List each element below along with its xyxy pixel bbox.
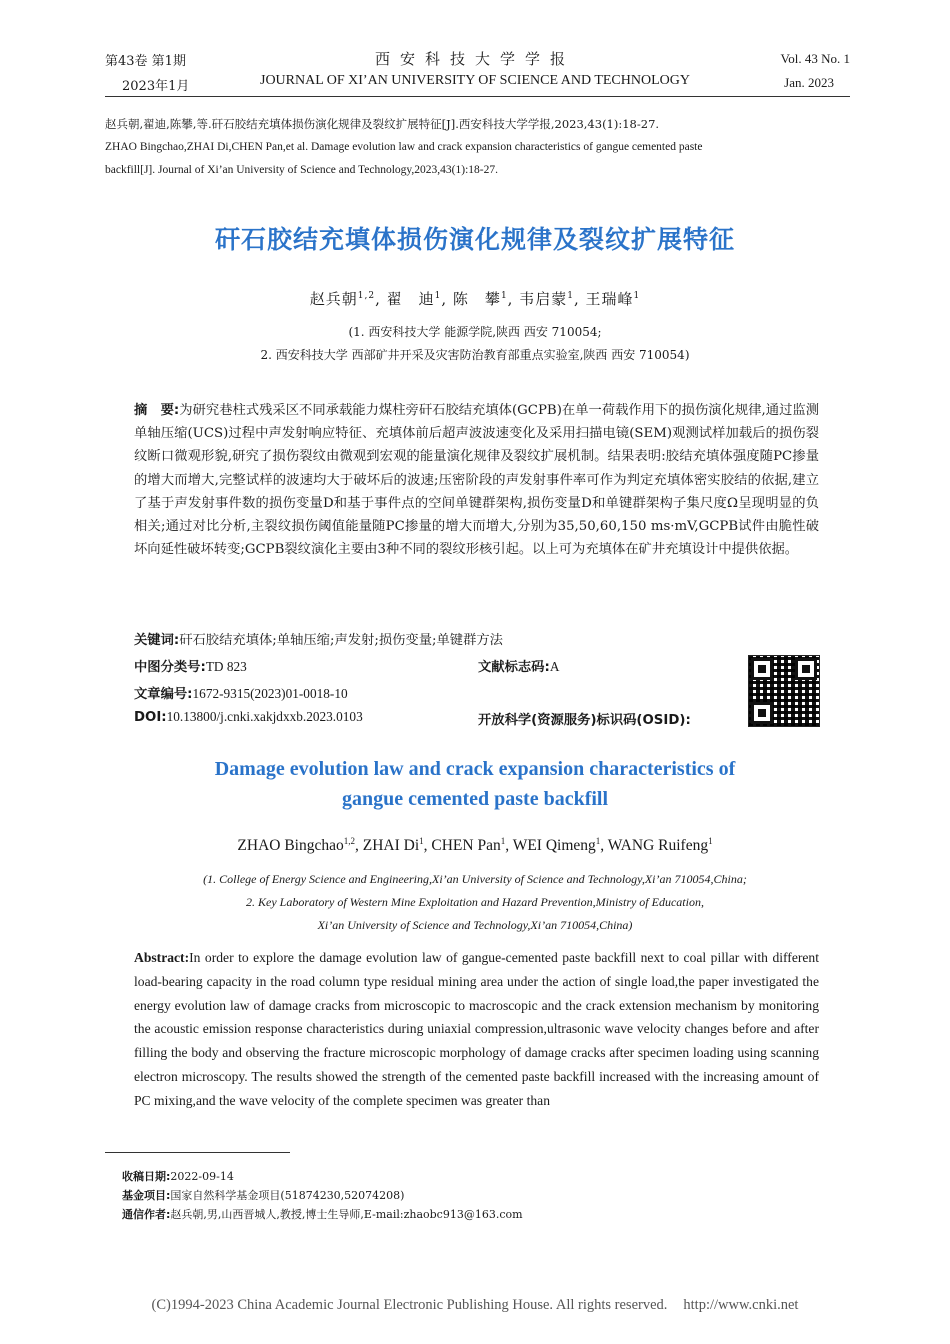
citation-block: [105, 113, 850, 182]
abstract-cn-text: 为研究巷柱式残采区不同承载能力煤柱旁矸石胶结充填体(GCPB)在单一荷载作用下的损伤演化规律,通过监测单轴压缩(UCS)过程中声发射响应特征、充填体前后超声波波速变化及采用扫描电镜(SEM)观测试样加载后的损伤裂纹断口微观形貌,研究了损伤裂纹由微观到宏观的能量演化规律及裂纹扩展机制。结果表明:胶结充填体强度随PC掺量的增大而增大,完整试样的波速均大于破坏后的波速;压密阶段的声发射事件率可作为判定充填体密实胶结的依据,建立了基于声发射事件数的损伤变量D和基于事件点的空间单键群架构,损伤变量D和单键群架构子集尺度Ω呈现明显的负相关;通过对比分析,主裂纹损伤阈值能量随PC掺量的增大而增大,分别为35,50,60,150 ms·mV,GCPB试件由脆性破坏向延性破坏转变;GCPB裂纹演化主要由3种不同的裂纹形核引起。以上可为充填体在矿井充填设计中提供依据。: [134, 403, 819, 558]
affiliation-cn-2: 2. 西安科技大学 西部矿井开采及灾害防治教育部重点实验室,陕西 西安 710054): [260, 348, 690, 362]
fund-value: 国家自然科学基金项目(51874230,52074208): [170, 1189, 405, 1202]
doi-label: DOI:: [134, 710, 167, 725]
authors-en: ZHAO Bingchao$^{1,2}$, ZHAI Di$^1$, CHEN Pan$^1$, WEI Qimeng$^1$, WANG Ruifeng$^1$: [237, 836, 713, 855]
author-sup: 1,2: [343, 836, 355, 846]
title-cn: 矸石胶结充填体损伤演化规律及裂纹扩展特征: [214, 225, 735, 254]
author-en: CHEN Pan: [431, 837, 501, 855]
author-cn: 赵兵朝: [309, 290, 358, 308]
citation-en-line1: ZHAO Bingchao,ZHAI Di,CHEN Pan,et al. Damage evolution law and crack expansion characteristics of gangue cemented paste: [105, 141, 703, 153]
footnote-rule: [105, 1152, 290, 1153]
abstract-cn: [134, 399, 819, 561]
doi-value[interactable]: 10.13800/j.cnki.xakjdxxb.2023.0103: [166, 709, 363, 724]
qr-finder: [751, 702, 773, 724]
cnki-link[interactable]: http://www.cnki.net: [683, 1297, 799, 1313]
author-cn: 韦启蒙: [519, 290, 568, 308]
affiliation-en-1: (1. College of Energy Science and Engineering,Xi’an University of Science and Technology,Xi’an 710054,China;: [203, 872, 747, 886]
keywords-cn: [134, 629, 819, 648]
title-en-line2: gangue cemented paste backfill: [341, 788, 609, 810]
author-sup: 1: [708, 836, 713, 846]
corresponding-value: 赵兵朝,男,山西晋城人,教授,博士生导师,E-mail:zhaobc913@163.com: [170, 1208, 523, 1221]
author-en: WANG Ruifeng: [607, 837, 709, 855]
issue-volume-cn: 第43卷 第1期: [105, 54, 186, 69]
received-value: 2022-09-14: [170, 1170, 234, 1183]
title-en: [0, 754, 950, 814]
citation-en-line2: backfill[J]. Journal of Xi’an University of Science and Technology,2023,43(1):18-27.: [105, 164, 498, 176]
footnote-author: [122, 1205, 523, 1225]
copyright-text: (C)1994-2023 China Academic Journal Electronic Publishing House. All rights reserved.: [151, 1297, 668, 1313]
fund-label: 基金项目:: [122, 1189, 171, 1202]
issue-date-en: Jan. 2023: [784, 75, 834, 90]
header-rule: [105, 96, 850, 97]
footnote-received: [122, 1167, 234, 1187]
abstract-en: [134, 946, 819, 1113]
abstract-cn-label: 摘 要:: [134, 403, 180, 418]
author-sup: 1: [419, 836, 424, 846]
author-cn: 王瑞峰: [585, 290, 634, 308]
title-en-line1: Damage evolution law and crack expansion characteristics of: [214, 758, 736, 780]
clc-value: TD 823: [205, 659, 247, 674]
corresponding-label: 通信作者:: [122, 1208, 171, 1221]
qr-finder: [795, 658, 817, 680]
citation-cn: 赵兵朝,翟迪,陈攀,等.矸石胶结充填体损伤演化规律及裂纹扩展特征[J].西安科技大学学报,2023,43(1):18-27.: [105, 117, 660, 131]
author-en: WEI Qimeng: [512, 837, 596, 855]
footnote-fund: [122, 1186, 404, 1206]
qr-code-icon[interactable]: [748, 655, 820, 727]
article-number: [134, 683, 348, 702]
article-no-value: 1672-9315(2023)01-0018-10: [192, 686, 348, 701]
author-cn: 翟 迪: [386, 290, 435, 308]
author-sup: 1: [500, 836, 506, 846]
author-sup: 1: [567, 291, 574, 301]
author-sup: 1,2: [357, 291, 376, 301]
affiliations-en: [0, 868, 950, 937]
clc-number: [134, 656, 247, 675]
author-sup: 1: [633, 291, 641, 301]
affiliation-cn-1: (1. 西安科技大学 能源学院,陕西 西安 710054;: [348, 325, 602, 339]
doc-code-value: A: [549, 659, 560, 674]
author-sup: 1: [500, 291, 508, 301]
doi: [134, 709, 363, 725]
doc-code: [478, 656, 559, 675]
article-no-label: 文章编号:: [134, 687, 193, 702]
abstract-en-label: Abstract:: [134, 950, 190, 965]
doc-code-label: 文献标志码:: [478, 660, 550, 675]
page-footer: [0, 1297, 950, 1314]
author-sup: 1: [434, 291, 442, 301]
journal-name-cn: 西安科技大学学报: [374, 50, 575, 68]
affiliation-en-2: 2. Key Laboratory of Western Mine Exploitation and Hazard Prevention,Ministry of Education,: [246, 895, 704, 909]
author-en: ZHAI Di: [362, 837, 420, 855]
received-label: 收稿日期:: [122, 1170, 171, 1183]
issue-volume-en: Vol. 43 No. 1: [780, 51, 850, 66]
author-en: ZHAO Bingchao: [237, 837, 344, 855]
qr-finder: [751, 658, 773, 680]
issue-date-cn: 2023年1月: [122, 79, 190, 94]
author-cn: 陈 攀: [452, 290, 501, 308]
abstract-en-text: In order to explore the damage evolution law of gangue-cemented paste backfill next to coal pillar with different load-bearing capacity in the road column type residual mining area under the action of single load,the paper investigated the energy evolution law of damage cracks from microscopic to macroscopic and the crack extension mechanism by monitoring the acoustic emission response characteristics during uniaxial compression,ultrasonic wave velocity changes before and after filling the body and observing the fracture microscopic morphology of damage cracks after specimen loading using scanning electron microscopy. The results showed the strength of the cemented paste backfill increased with the increasing amount of PC mixing,and the wave velocity of the complete specimen was greater than: [134, 950, 819, 1108]
clc-label: 中图分类号:: [134, 660, 206, 675]
affiliation-en-3: Xi’an University of Science and Technology,Xi’an 710054,China): [317, 918, 633, 932]
journal-name-en: JOURNAL OF XI’AN UNIVERSITY OF SCIENCE AND TECHNOLOGY: [260, 73, 690, 88]
author-sup: 1: [595, 836, 601, 846]
keywords-label: 关键词:: [134, 633, 180, 648]
osid-label: 开放科学(资源服务)标识码(OSID):: [478, 713, 691, 728]
authors-cn: 赵兵朝$^{1,2}$, 翟 迪$^1$, 陈 攀$^1$, 韦启蒙$^1$, 王瑞峰$^1$: [309, 290, 641, 308]
keywords-text: 矸石胶结充填体;单轴压缩;声发射;损伤变量;单键群方法: [179, 633, 503, 648]
osid: [478, 709, 691, 728]
